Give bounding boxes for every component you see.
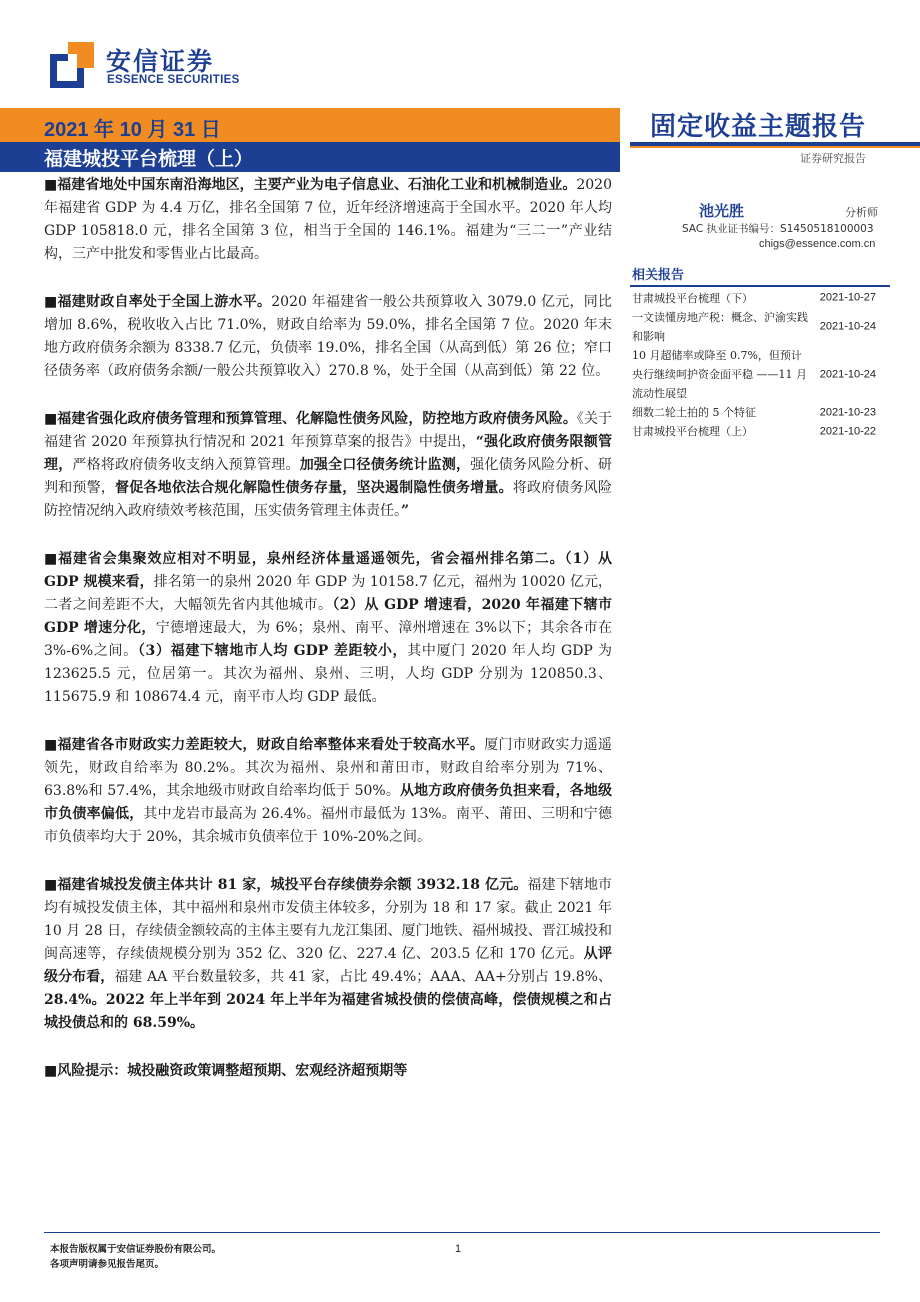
report-summary: [44, 174, 612, 1108]
related-report-title: 甘肃城投平台梳理（上）: [632, 425, 753, 438]
related-report-date: 2021-10-23: [819, 406, 876, 418]
logo-english-name: ESSENCE SECURITIES: [107, 74, 240, 86]
footer-divider: [44, 1232, 880, 1233]
report-subtype: 证券研究报告: [800, 152, 866, 165]
related-report-item[interactable]: [632, 422, 888, 441]
related-report-date: 2021-10-27: [819, 291, 876, 303]
related-report-item[interactable]: [632, 308, 888, 346]
related-report-item[interactable]: [632, 287, 888, 308]
summary-paragraph: ■风险提示：城投融资政策调整超预期、宏观经济超预期等: [44, 1063, 408, 1079]
footer-copyright: 本报告版权属于安信证券股份有限公司。: [50, 1244, 222, 1255]
report-title: 福建城投平台梳理（上）: [44, 148, 254, 170]
related-report-date: 2021-10-24: [819, 368, 876, 380]
analyst-email[interactable]: chigs@essence.com.cn: [759, 238, 876, 250]
logo-chinese-name: 安信证券: [106, 47, 215, 76]
footer-disclaimer: 各项声明请参见报告尾页。: [50, 1259, 165, 1270]
related-reports-title: 相关报告: [632, 268, 685, 283]
company-logo: [50, 40, 250, 92]
related-report-title: 甘肃城投平台梳理（下）: [632, 292, 753, 305]
related-report-title: 10 月超储率或降至 0.7%，但预计央行继续呵护资金面平稳 ——11 月流动性展望: [632, 349, 807, 400]
related-report-item[interactable]: [632, 346, 888, 403]
report-type: 固定收益主题报告: [650, 112, 867, 142]
report-type-divider-accent: [630, 146, 920, 148]
analyst-name: 池光胜: [699, 202, 745, 220]
related-report-date: 2021-10-24: [819, 320, 876, 333]
essence-logo-icon: [50, 42, 94, 88]
summary-paragraph: ■福建省会集聚效应相对不明显，泉州经济体量遥遥领先，省会福州排名第二。（1）从 GDP 规模来看，排名第一的泉州 2020 年 GDP 为 10158.7 亿元，福州为 10020 亿元，二者之间差距不大，大幅领先省内其他城市。（2）从 GDP 增速看，2020 年福建下辖市 GDP 增速分化，宁德增速最大，为 6%；泉州、南平、漳州增速在 3%以下；其余各市在 3%-6%之间。（3）福建下辖地市人均 GDP 差距较小，其中厦门 2020 年人均 GDP 为 123625.5 元，位居第一。其次为福州、泉州、三明，人均 GDP 分别为 120850.3、115675.9 和 108674.4 元，南平市人均 GDP 最低。: [44, 551, 612, 705]
report-date: 2021 年 10 月 31 日: [44, 119, 221, 141]
summary-paragraph: ■福建省强化政府债务管理和预算管理、化解隐性债务风险，防控地方政府债务风险。《关于福建省 2020 年预算执行情况和 2021 年预算草案的报告》中提出，“强化政府债务限额管理，严格将政府债务收支纳入预算管理。加强全口径债务统计监测，强化债务风险分析、研判和预警，督促各地依法合规化解隐性债务存量，坚决遏制隐性债务增量。将政府债务风险防控情况纳入政府绩效考核范围，压实债务管理主体责任。”: [44, 411, 613, 519]
related-reports-list: [632, 287, 888, 441]
related-report-title: 一文读懂房地产税：概念、沪渝实践和影响: [632, 311, 808, 343]
summary-paragraph: ■福建省各市财政实力差距较大，财政自给率整体来看处于较高水平。厦门市财政实力遥遥领先，财政自给率为 80.2%。其次为福州、泉州和莆田市，财政自给率分别为 71%、63.8%和 57.4%，其余地级市财政自给率均低于 50%。从地方政府债务负担来看，各地级市负债率偏低，其中龙岩市最高为 26.4%。福州市最低为 13%。南平、莆田、三明和宁德市负债率均大于 20%，其余城市负债率位于 10%-20%之间。: [44, 737, 613, 845]
analyst-license: SAC 执业证书编号：S1450518100003: [682, 223, 874, 235]
analyst-role: 分析师: [845, 206, 878, 219]
page-number: 1: [455, 1243, 462, 1255]
summary-paragraph: ■福建财政自率处于全国上游水平。2020 年福建省一般公共预算收入 3079.0 亿元，同比增加 8.6%，税收收入占比 71.0%，财政自给率为 59.0%，排名全国第 7 位。2020 年末地方政府债务余额为 8338.7 亿元，负债率 19.0%，排名全国（从高到低）第 26 位；窄口径债务率（政府债务余额/一般公共预算收入）270.8 %，处于全国（从高到低）第 22 位。: [44, 294, 612, 379]
summary-paragraph: ■福建省城投发债主体共计 81 家，城投平台存续债券余额 3932.18 亿元。福建下辖地市均有城投发债主体，其中福州和泉州市发债主体较多，分别为 18 和 17 家。截止 2021 年 10 月 28 日，存续债金额较高的主体主要有九龙江集团、厦门地铁、福州城投、晋江城投和闽高速等，存续债规模分别为 352 亿、320 亿、227.4 亿、203.5 亿和 170 亿元。从评级分布看，福建 AA 平台数量较多，共 41 家，占比 49.4%；AAA、AA+分别占 19.8%、28.4%。2022 年上半年到 2024 年上半年为福建省城投债的偿债高峰，偿债规模之和占城投债总和的 68.59%。: [44, 877, 613, 1031]
related-report-title: 细数二轮土拍的 5 个特征: [632, 406, 756, 419]
related-report-item[interactable]: [632, 403, 888, 422]
summary-paragraph: ■福建省地处中国东南沿海地区，主要产业为电子信息业、石油化工业和机械制造业。2020 年福建省 GDP 为 4.4 万亿，排名全国第 7 位，近年经济增速高于全国水平。2020 年人均 GDP 105818.0 元，排名全国第 3 位，相当于全国的 146.1%。福建为“三二一”产业结构，三产中批发和零售业占比最高。: [44, 177, 612, 262]
related-report-date: 2021-10-22: [819, 425, 876, 437]
